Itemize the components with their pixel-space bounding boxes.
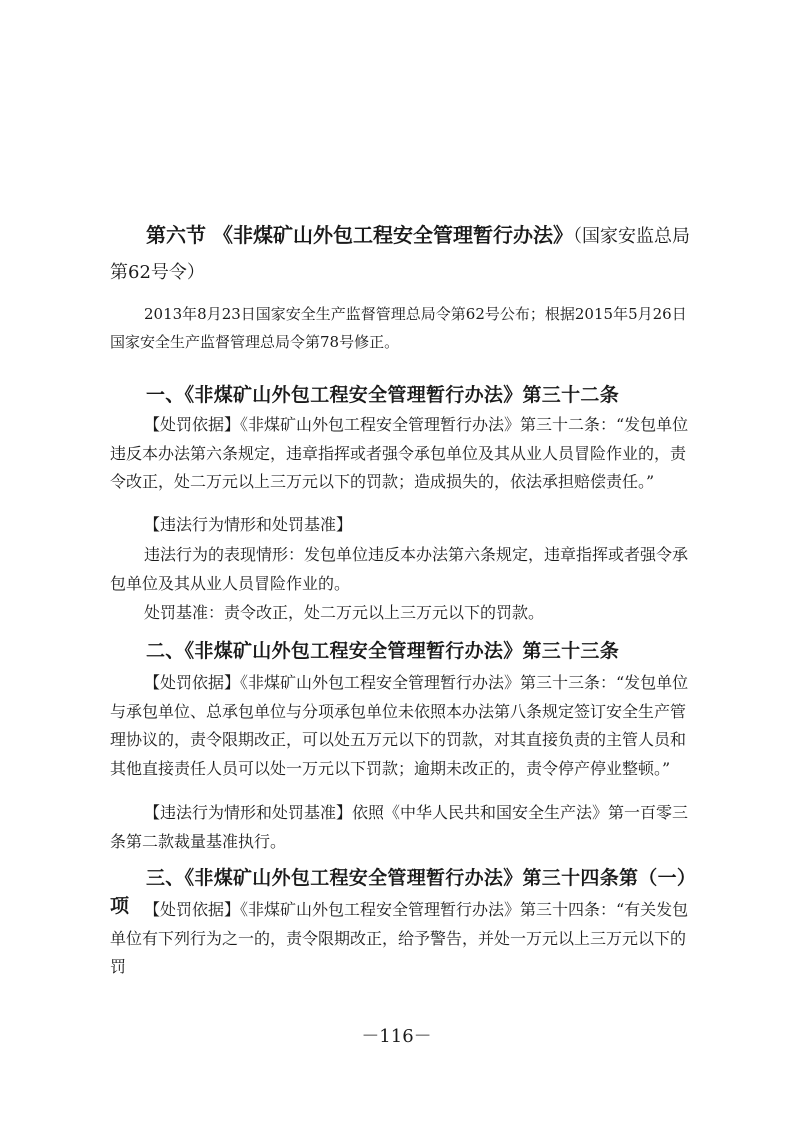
article-2-basis: 【处罚依据】《非煤矿山外包工程安全管理暂行办法》第三十三条：“发包单位与承包单位、总承包单位与分项承包单位未依照本办法第八条规定签订安全生产管理协议的，责令限期改正，可以处五万元以下的罚款，对其直接负责的主管人员和其他直接责任人员可以处一万元以下罚款；逾期未改正的，责令停产停业整顿。”	[110, 673, 689, 778]
section-title-note: （国家安监总局第62号令）	[110, 226, 690, 283]
article-1-penalty: 处罚基准：责令改正，处二万元以上三万元以下的罚款。	[144, 603, 545, 622]
article-heading-2: 二、《非煤矿山外包工程安全管理暂行办法》第三十三条	[146, 640, 620, 662]
section-title-text: 第六节 《非煤矿山外包工程安全管理暂行办法》	[146, 223, 573, 247]
article-1-basis: 【处罚依据】《非煤矿山外包工程安全管理暂行办法》第三十二条：“发包单位违反本办法第六条规定，违章指挥或者强令承包单位及其从业人员冒险作业的，责令改正，处二万元以上三万元以下的罚款；造成损失的，依法承担赔偿责任。”	[110, 415, 689, 491]
section-title	[110, 218, 692, 290]
section-intro: 2013年8月23日国家安全生产监督管理总局令第62号公布；根据2015年5月26日国家安全生产监督管理总局令第78号修正。	[110, 305, 687, 351]
article-1-behavior: 违法行为的表现情形：发包单位违反本办法第六条规定，违章指挥或者强令承包单位及其从业人员冒险作业的。	[110, 545, 689, 593]
article-heading-1: 一、《非煤矿山外包工程安全管理暂行办法》第三十二条	[146, 384, 620, 406]
article-heading-3: 三、《非煤矿山外包工程安全管理暂行办法》第三十四条第（一）项	[110, 867, 687, 917]
article-1-standard-label: 【违法行为情形和处罚基准】	[144, 515, 353, 534]
page-number: －116－	[361, 1026, 432, 1047]
article-3-basis: 【处罚依据】《非煤矿山外包工程安全管理暂行办法》第三十四条：“有关发包单位有下列行为之一的，责令限期改正，给予警告，并处一万元以上三万元以下的罚	[110, 900, 689, 976]
article-2-standard: 【违法行为情形和处罚基准】依照《中华人民共和国安全生产法》第一百零三条第二款裁量基准执行。	[110, 803, 689, 851]
